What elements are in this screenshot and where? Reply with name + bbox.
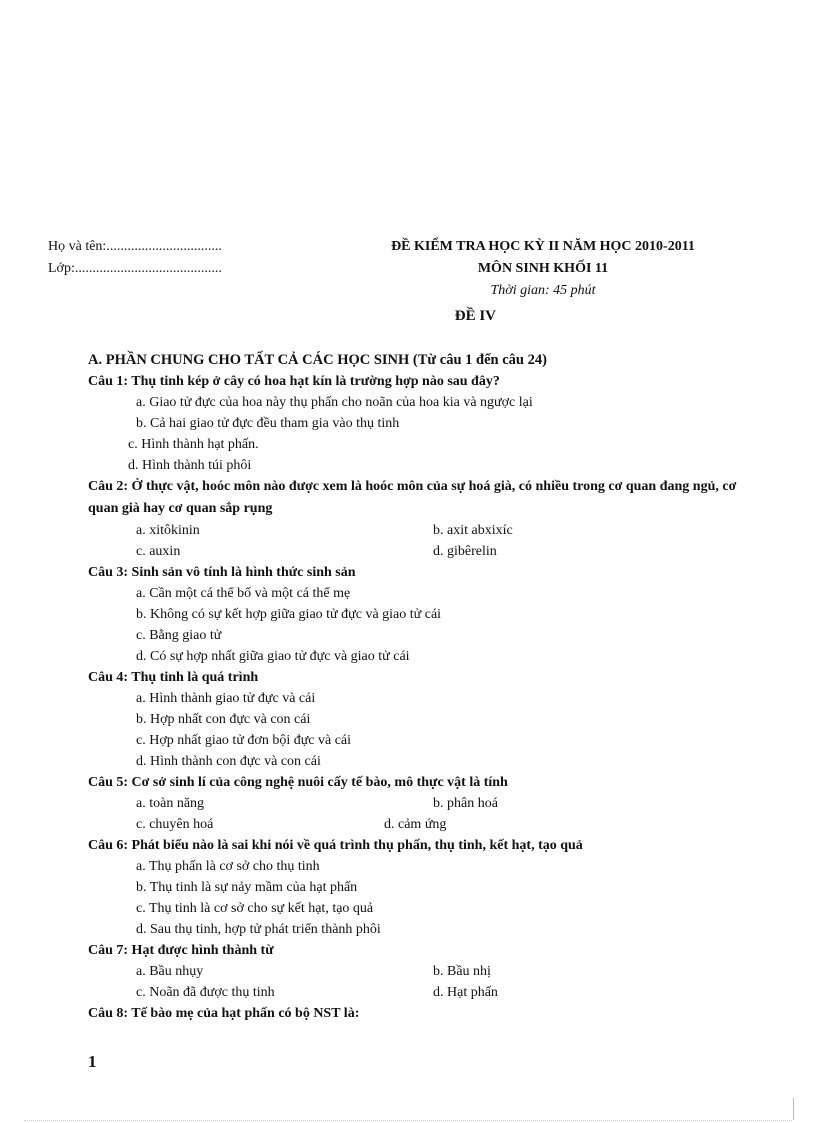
page-number: 1 bbox=[88, 1052, 97, 1071]
q3-option-a: a. Cần một cá thể bố và một cá thể mẹ bbox=[136, 586, 351, 601]
question-6: Câu 6: Phát biểu nào là sai khi nói về quá trình thụ phấn, thụ tinh, kết hạt, tạo quả bbox=[88, 838, 583, 853]
name-line: Họ và tên:................................. bbox=[48, 239, 222, 254]
q3-option-c: c. Bằng giao tử bbox=[136, 628, 222, 643]
q1-option-a: a. Giao tử đực của hoa này thụ phấn cho noãn của hoa kia và ngược lại bbox=[136, 395, 533, 410]
q4-option-c: c. Hợp nhất giao tử đơn bội đực và cái bbox=[136, 733, 352, 748]
q2-options-row-2 bbox=[88, 541, 748, 562]
exam-content bbox=[88, 350, 748, 1024]
q7-option-a: a. Bầu nhụy bbox=[136, 964, 204, 979]
q4-option-b: b. Hợp nhất con đực và con cái bbox=[136, 712, 311, 727]
q7-option-b: b. Bầu nhị bbox=[433, 964, 491, 979]
q5-option-d: d. cảm ứng bbox=[384, 817, 447, 832]
page-bottom-divider bbox=[24, 1120, 792, 1121]
q4-option-a: a. Hình thành giao tử đực và cái bbox=[136, 691, 316, 706]
question-5: Câu 5: Cơ sở sinh lí của công nghệ nuôi cấy tế bào, mô thực vật là tính bbox=[88, 775, 508, 790]
question-2: Câu 2: Ở thực vật, hoóc môn nào được xem là hoóc môn của sự hoá già, có nhiều trong cơ quan đang ngủ, cơ quan già hay cơ quan sắp rụng bbox=[88, 479, 737, 516]
question-1: Câu 1: Thụ tinh kép ở cây có hoa hạt kín là trường hợp nào sau đây? bbox=[88, 374, 500, 389]
question-3: Câu 3: Sinh sản vô tính là hình thức sinh sản bbox=[88, 565, 356, 580]
q5-option-b: b. phân hoá bbox=[433, 796, 498, 811]
q5-option-a: a. toàn năng bbox=[136, 796, 205, 811]
q2-option-c: c. auxin bbox=[136, 544, 181, 559]
time-line: Thời gian: 45 phút bbox=[490, 283, 596, 298]
subject-line: MÔN SINH KHỐI 11 bbox=[477, 261, 609, 276]
page-corner-mark bbox=[793, 1098, 794, 1120]
q5-options-row-2 bbox=[88, 814, 748, 835]
q1-option-c: c. Hình thành hạt phấn. bbox=[128, 437, 259, 452]
student-info bbox=[48, 236, 222, 280]
q5-options-row-1 bbox=[88, 793, 748, 814]
q2-options-row-1 bbox=[88, 520, 748, 541]
q5-option-c: c. chuyên hoá bbox=[136, 817, 214, 832]
q4-option-d: d. Hình thành con đực và con cái bbox=[136, 754, 321, 769]
question-8: Câu 8: Tế bào mẹ của hạt phấn có bộ NST là: bbox=[88, 1006, 360, 1021]
q1-option-d: d. Hình thành túi phôi bbox=[128, 458, 252, 473]
q2-option-d: d. gibêrelin bbox=[433, 544, 497, 559]
q2-option-b: b. axit abxixíc bbox=[433, 523, 513, 538]
q3-option-b: b. Không có sự kết hợp giữa giao tử đực và giao tử cái bbox=[136, 607, 442, 622]
question-4: Câu 4: Thụ tinh là quá trình bbox=[88, 670, 259, 685]
question-7: Câu 7: Hạt được hình thành từ bbox=[88, 943, 274, 958]
q3-option-d: d. Có sự hợp nhất giữa giao tử đực và giao tử cái bbox=[136, 649, 410, 664]
q7-option-c: c. Noãn đã được thụ tinh bbox=[136, 985, 275, 1000]
exam-code: ĐỀ IV bbox=[454, 308, 496, 324]
q7-option-d: d. Hạt phấn bbox=[433, 985, 498, 1000]
q6-option-a: a. Thụ phấn là cơ sở cho thụ tinh bbox=[136, 859, 320, 874]
q2-option-a: a. xitôkinin bbox=[136, 523, 200, 538]
q7-options-row-1 bbox=[88, 961, 748, 982]
q7-options-row-2 bbox=[88, 982, 748, 1003]
q1-option-b: b. Cả hai giao tử đực đều tham gia vào thụ tinh bbox=[136, 416, 400, 431]
class-line: Lớp:.......................................... bbox=[48, 261, 222, 276]
q6-option-c: c. Thụ tinh là cơ sở cho sự kết hạt, tạo quả bbox=[136, 901, 374, 916]
exam-title: ĐỀ KIỂM TRA HỌC KỲ II NĂM HỌC 2010-2011 bbox=[391, 239, 695, 254]
section-heading: A. PHẦN CHUNG CHO TẤT CẢ CÁC HỌC SINH (Từ câu 1 đến câu 24) bbox=[88, 352, 547, 368]
exam-heading bbox=[330, 236, 756, 302]
q6-option-b: b. Thụ tinh là sự nảy mầm của hạt phấn bbox=[136, 880, 358, 895]
q6-option-d: d. Sau thụ tinh, hợp tử phát triển thành phôi bbox=[136, 922, 381, 937]
